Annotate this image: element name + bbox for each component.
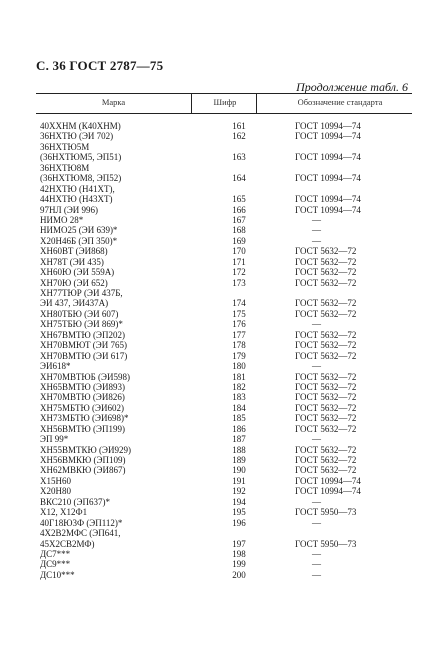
table-row <box>36 236 412 246</box>
cell-standard: — <box>312 569 321 580</box>
table-row <box>36 278 412 288</box>
cell-standard: ГОСТ 10994—74 <box>295 475 361 486</box>
table-row <box>36 351 412 361</box>
cell-mark: 45Х2СВ2МФ) <box>40 538 95 549</box>
cell-mark: ХН75МБТЮ (ЭИ602) <box>40 402 124 413</box>
table-row <box>36 497 412 507</box>
cell-code: 164 <box>232 173 246 184</box>
cell-mark: ХН77ТЮР (ЭИ 437Б, <box>40 288 123 298</box>
cell-mark: НИМО 28* <box>40 214 84 225</box>
cell-code: 182 <box>232 381 246 392</box>
cell-mark: 36НХТЮ8М <box>40 162 90 173</box>
cell-code: 163 <box>232 152 246 163</box>
cell-mark: (36НХТЮМ8, ЭП52) <box>40 173 122 184</box>
table-header <box>36 97 412 111</box>
cell-mark: ХН67ВМТЮ (ЭП202) <box>40 329 125 340</box>
cell-code: 171 <box>232 256 246 267</box>
cell-mark: Х20Н46Б (ЭП 350)* <box>40 235 118 246</box>
cell-mark: ДС9*** <box>40 559 71 570</box>
cell-mark: НИМО25 (ЭИ 639)* <box>40 225 118 236</box>
cell-mark: ХН56ВМКЮ (ЭП109) <box>40 455 126 465</box>
table-row <box>36 424 412 434</box>
cell-mark: ХН80ТБЮ (ЭИ 607) <box>40 308 119 319</box>
table-row <box>36 465 412 475</box>
cell-code: 187 <box>232 434 246 445</box>
cell-code: 180 <box>232 361 246 372</box>
cell-code: 179 <box>232 350 246 361</box>
cell-code: 184 <box>232 402 246 413</box>
cell-code: 168 <box>232 225 246 236</box>
cell-mark: ХН56ВМТЮ (ЭП199) <box>40 423 125 434</box>
cell-code: 169 <box>232 235 246 246</box>
cell-code: 162 <box>232 131 246 142</box>
cell-mark: ЭИ 437, ЭИ437А) <box>40 298 109 309</box>
table-row <box>36 539 412 549</box>
table-row <box>36 225 412 235</box>
table-row <box>36 340 412 350</box>
column-header-mark: Марка <box>101 97 126 107</box>
cell-code: 177 <box>232 329 246 340</box>
cell-standard: — <box>312 214 321 225</box>
cell-standard: ГОСТ 5950—73 <box>295 507 357 518</box>
cell-standard: ГОСТ 5632—72 <box>295 413 357 424</box>
cell-mark: ХН55ВМТКЮ (ЭИ929) <box>40 444 131 455</box>
table-row <box>36 152 412 162</box>
cell-code: 172 <box>232 267 246 278</box>
cell-mark: 36НХТЮ (ЭИ 702) <box>40 131 114 142</box>
cell-mark: ХН70ВМЮТ (ЭИ 765) <box>40 340 127 351</box>
table-row <box>36 403 412 413</box>
cell-mark: 44НХТЮ (Н43ХТ) <box>40 194 113 205</box>
cell-mark: 40Г18Ю3Ф (ЭП112)* <box>40 517 123 528</box>
table-row <box>36 131 412 141</box>
table-body <box>36 121 412 580</box>
table-row <box>36 205 412 215</box>
cell-mark: ХН78Т (ЭИ 435) <box>40 256 104 267</box>
cell-code: 199 <box>232 559 246 570</box>
cell-code: 176 <box>232 319 246 330</box>
cell-code: 166 <box>232 204 246 215</box>
cell-code: 183 <box>232 392 246 403</box>
cell-code: 188 <box>232 444 246 455</box>
cell-standard: ГОСТ 5632—72 <box>295 256 357 267</box>
cell-mark: ЭП 99* <box>40 434 69 445</box>
cell-mark: ХН62МВКЮ (ЭИ867) <box>40 465 126 476</box>
cell-standard: — <box>312 319 321 330</box>
cell-mark: ХН70Ю (ЭИ 652) <box>40 277 108 288</box>
table-row <box>36 184 412 194</box>
cell-standard: — <box>312 496 321 507</box>
cell-standard: ГОСТ 5632—72 <box>295 444 357 455</box>
cell-standard: ГОСТ 5632—72 <box>295 465 357 476</box>
table-row <box>36 476 412 486</box>
cell-code: 189 <box>232 455 246 465</box>
table-row <box>36 309 412 319</box>
table-row <box>36 142 412 152</box>
table-row <box>36 455 412 465</box>
cell-standard: ГОСТ 10994—74 <box>295 486 361 497</box>
cell-code: 197 <box>232 538 246 549</box>
cell-standard: ГОСТ 10994—74 <box>295 121 361 131</box>
table-row <box>36 528 412 538</box>
cell-mark: 42НХТЮ (Н41ХТ), <box>40 183 115 194</box>
cell-standard: ГОСТ 5632—72 <box>295 371 357 382</box>
table-row <box>36 121 412 131</box>
cell-standard: — <box>312 225 321 236</box>
table-row <box>36 330 412 340</box>
table-row <box>36 194 412 204</box>
cell-standard: — <box>312 517 321 528</box>
table-top-rule <box>36 93 412 94</box>
table-header-rule <box>36 113 412 114</box>
table-row <box>36 445 412 455</box>
cell-mark: 4Х2В2МФС (ЭП641, <box>40 528 121 539</box>
cell-standard: ГОСТ 5632—72 <box>295 455 357 465</box>
cell-code: 194 <box>232 496 246 507</box>
cell-mark: ХН70ВМТЮ (ЭИ 617) <box>40 350 128 361</box>
cell-standard: — <box>312 434 321 445</box>
cell-standard: ГОСТ 5632—72 <box>295 350 357 361</box>
cell-standard: ГОСТ 10994—74 <box>295 152 361 163</box>
cell-standard: ГОСТ 5632—72 <box>295 392 357 403</box>
table-row <box>36 507 412 517</box>
table-row <box>36 382 412 392</box>
cell-standard: — <box>312 235 321 246</box>
cell-code: 198 <box>232 548 246 559</box>
table-row <box>36 434 412 444</box>
table-row <box>36 372 412 382</box>
cell-mark: 40ХХНМ (К40ХНМ) <box>40 121 121 131</box>
cell-code: 161 <box>232 121 246 131</box>
cell-code: 174 <box>232 298 246 309</box>
cell-mark: ХН65ВМТЮ (ЭИ893) <box>40 381 125 392</box>
cell-standard: ГОСТ 10994—74 <box>295 131 361 142</box>
cell-code: 181 <box>232 371 246 382</box>
cell-standard: ГОСТ 5632—72 <box>295 298 357 309</box>
table-row <box>36 413 412 423</box>
table-row <box>36 559 412 569</box>
cell-standard: ГОСТ 5632—72 <box>295 340 357 351</box>
cell-mark: ДС7*** <box>40 548 71 559</box>
table-row <box>36 257 412 267</box>
cell-mark: ДС10*** <box>40 569 75 580</box>
table-row <box>36 486 412 496</box>
table-row <box>36 319 412 329</box>
cell-mark: ХН73МБТЮ (ЭИ698)* <box>40 413 129 424</box>
cell-code: 170 <box>232 246 246 257</box>
cell-standard: ГОСТ 5632—72 <box>295 308 357 319</box>
cell-mark: Х20Н80 <box>40 486 71 497</box>
cell-code: 190 <box>232 465 246 476</box>
table-row <box>36 518 412 528</box>
table-row <box>36 173 412 183</box>
cell-standard: ГОСТ 5950—73 <box>295 538 357 549</box>
cell-standard: ГОСТ 5632—72 <box>295 423 357 434</box>
cell-code: 191 <box>232 475 246 486</box>
table-row <box>36 549 412 559</box>
cell-code: 200 <box>232 569 246 580</box>
column-header-standard: Обозначение стандарта <box>297 97 383 107</box>
cell-code: 196 <box>232 517 246 528</box>
cell-code: 192 <box>232 486 246 497</box>
cell-mark: ХН75ТБЮ (ЭИ 869)* <box>40 319 123 330</box>
cell-mark: ХН60Ю (ЭИ 559А) <box>40 267 115 278</box>
table-row <box>36 361 412 371</box>
cell-code: 178 <box>232 340 246 351</box>
cell-standard: ГОСТ 5632—72 <box>295 267 357 278</box>
table-row <box>36 288 412 298</box>
table-row <box>36 392 412 402</box>
table-row <box>36 163 412 173</box>
cell-mark: ХН70МВТЮБ (ЭИ598) <box>40 371 130 382</box>
cell-code: 165 <box>232 194 246 205</box>
cell-mark: ХН70МВТЮ (ЭИ826) <box>40 392 125 403</box>
cell-code: 167 <box>232 214 246 225</box>
cell-standard: ГОСТ 10994—74 <box>295 194 361 205</box>
cell-standard: ГОСТ 5632—72 <box>295 277 357 288</box>
cell-mark: Х12, Х12Ф1 <box>40 507 88 518</box>
cell-standard: ГОСТ 5632—72 <box>295 402 357 413</box>
cell-standard: — <box>312 548 321 559</box>
cell-mark: Х15Н60 <box>40 475 71 486</box>
cell-standard: — <box>312 559 321 570</box>
table-row <box>36 215 412 225</box>
table-row <box>36 570 412 580</box>
cell-standard: ГОСТ 5632—72 <box>295 329 357 340</box>
page-title: С. 36 ГОСТ 2787—75 <box>36 58 164 73</box>
cell-code: 185 <box>232 413 246 424</box>
table-row <box>36 298 412 308</box>
cell-standard: ГОСТ 10994—74 <box>295 204 361 215</box>
cell-mark: (36НХТЮМ5, ЭП51) <box>40 152 122 163</box>
cell-code: 186 <box>232 423 246 434</box>
cell-code: 195 <box>232 507 246 518</box>
cell-standard: ГОСТ 5632—72 <box>295 246 357 257</box>
cell-mark: ВКС210 (ЭП637)* <box>40 496 110 507</box>
column-header-code: Шифр <box>213 97 237 107</box>
cell-standard: — <box>312 361 321 372</box>
cell-mark: 97НЛ (ЭИ 996) <box>40 204 99 215</box>
table-continuation-caption: Продолжение табл. 6 <box>296 80 408 94</box>
cell-standard: ГОСТ 5632—72 <box>295 381 357 392</box>
cell-standard: ГОСТ 10994—74 <box>295 173 361 184</box>
cell-code: 173 <box>232 277 246 288</box>
cell-mark: 36НХТЮ5М <box>40 141 90 152</box>
table-row <box>36 267 412 277</box>
table-row <box>36 246 412 256</box>
cell-mark: ЭИ618* <box>40 361 71 372</box>
cell-mark: ХН60ВТ (ЭИ868) <box>40 246 108 257</box>
cell-code: 175 <box>232 308 246 319</box>
